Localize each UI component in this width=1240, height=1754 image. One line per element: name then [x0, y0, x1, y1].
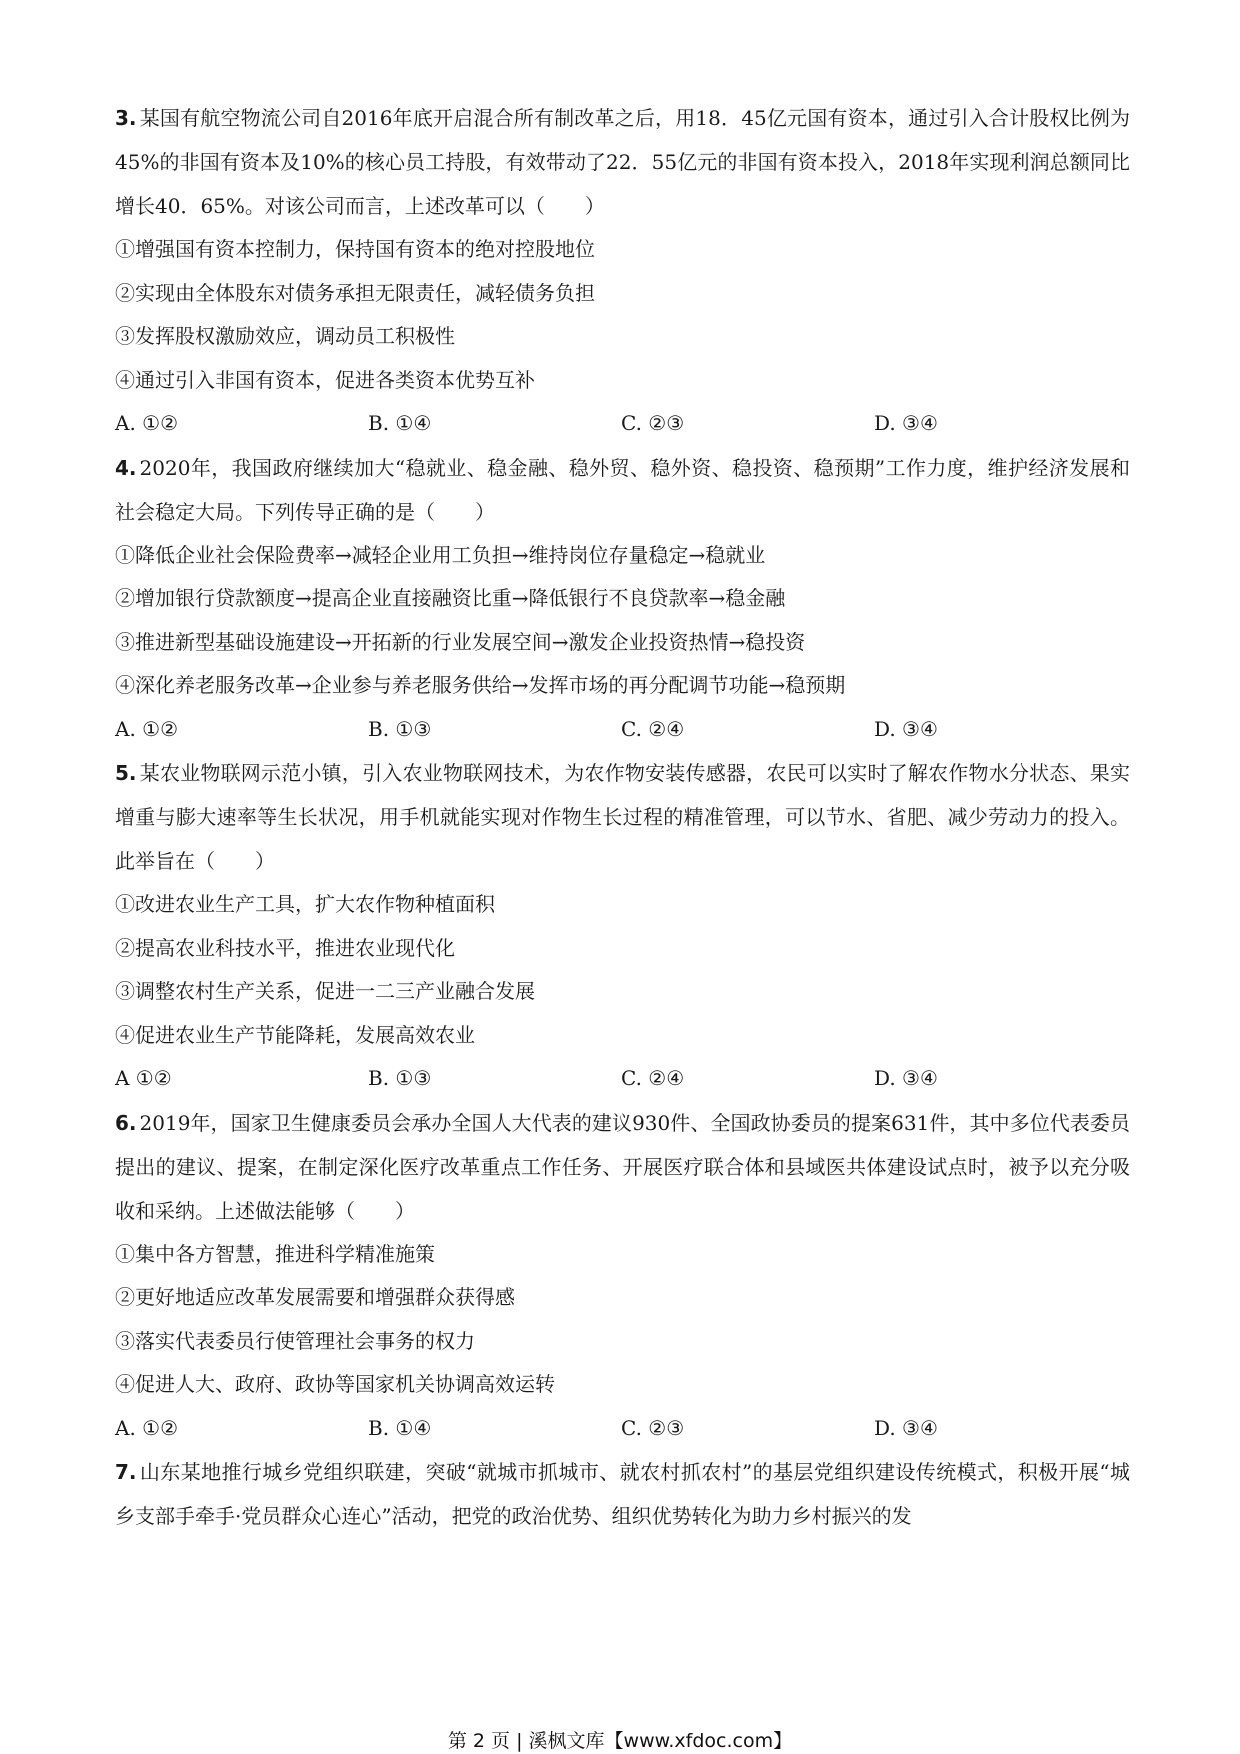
question-number: 5.	[115, 761, 137, 785]
choice-a: A ①②	[115, 1066, 172, 1090]
statement-1: ①降低企业社会保险费率→减轻企业用工负担→维持岗位存量稳定→稳就业	[115, 542, 766, 567]
choice-c: C. ②④	[621, 716, 685, 741]
question-3	[115, 96, 1130, 446]
statement-3: ③落实代表委员行使管理社会事务的权力	[115, 1328, 475, 1353]
choice-b: B. ①③	[368, 1066, 432, 1090]
choice-b: B. ①③	[368, 716, 432, 741]
choice-d: D. ③④	[874, 1066, 938, 1090]
answer-choices	[115, 708, 1130, 752]
statement-3: ③发挥股权激励效应，调动员工积极性	[115, 324, 455, 348]
question-5	[115, 751, 1130, 1101]
question-stem: 某国有航空物流公司自2016年底开启混合所有制改革之后，用18．45亿元国有资本，通过引入合计股权比例为45%的非国有资本及10%的核心员工持股，有效带动了22．55亿元的非国有资本投入，2018年实现利润总额同比增长40．65%。对该公司而言，上述改革可以（ ）	[115, 106, 1130, 218]
question-number: 6.	[115, 1110, 137, 1135]
statement-2: ②更好地适应改革发展需要和增强群众获得感	[115, 1285, 515, 1309]
statement-1: ①增强国有资本控制力，保持国有资本的绝对控股地位	[115, 237, 595, 261]
question-number: 3.	[115, 106, 137, 130]
question-number: 4.	[115, 455, 137, 480]
statement-4: ④通过引入非国有资本，促进各类资本优势互补	[115, 367, 535, 392]
statement-2: ②增加银行贷款额度→提高企业直接融资比重→降低银行不良贷款率→稳金融	[115, 586, 786, 610]
questions-container	[115, 96, 1130, 1538]
choice-d: D. ③④	[874, 1415, 938, 1440]
statement-4: ④促进农业生产节能降耗，发展高效农业	[115, 1022, 475, 1047]
statement-2: ②实现由全体股东对债务承担无限责任，减轻债务负担	[115, 280, 595, 305]
choice-c: C. ②③	[621, 411, 685, 435]
choice-a: A. ①②	[115, 1415, 179, 1440]
page-footer: 第 2 页 | 溪枫文库【www.xfdoc.com】	[447, 1730, 793, 1752]
statement-4: ④促进人大、政府、政协等国家机关协调高效运转	[115, 1372, 555, 1396]
question-stem: 某农业物联网示范小镇，引入农业物联网技术，为农作物安装传感器，农民可以实时了解农作物水分状态、果实增重与膨大速率等生长状况，用手机就能实现对作物生长过程的精准管理，可以节水、省肥、减少劳动力的投入。此举旨在（ ）	[115, 761, 1130, 873]
statement-2: ②提高农业科技水平，推进农业现代化	[115, 935, 455, 960]
statement-3: ③推进新型基础设施建设→开拓新的行业发展空间→激发企业投资热情→稳投资	[115, 629, 806, 654]
answer-choices	[115, 1407, 1130, 1451]
question-number: 7.	[115, 1460, 137, 1484]
choice-b: B. ①④	[368, 1415, 432, 1440]
choice-b: B. ①④	[368, 411, 432, 435]
choice-c: C. ②④	[621, 1066, 685, 1090]
choice-d: D. ③④	[874, 411, 938, 435]
statement-1: ①改进农业生产工具，扩大农作物种植面积	[115, 892, 495, 916]
choice-a: A. ①②	[115, 716, 179, 741]
question-4	[115, 446, 1130, 752]
question-7	[115, 1450, 1130, 1538]
statement-1: ①集中各方智慧，推进科学精准施策	[115, 1241, 435, 1266]
answer-choices	[115, 402, 1130, 446]
question-stem: 2020年，我国政府继续加大“稳就业、稳金融、稳外贸、稳外资、稳投资、稳预期”工作力度，维护经济发展和社会稳定大局。下列传导正确的是（ ）	[115, 455, 1130, 524]
statement-4: ④深化养老服务改革→企业参与养老服务供给→发挥市场的再分配调节功能→稳预期	[115, 673, 846, 697]
choice-c: C. ②③	[621, 1415, 685, 1440]
choice-d: D. ③④	[874, 716, 938, 741]
answer-choices	[115, 1057, 1130, 1101]
statement-3: ③调整农村生产关系，促进一二三产业融合发展	[115, 979, 535, 1003]
question-stem: 2019年，国家卫生健康委员会承办全国人大代表的建议930件、全国政协委员的提案631件，其中多位代表委员提出的建议、提案，在制定深化医疗改革重点工作任务、开展医疗联合体和县域医共体建设试点时，被予以充分吸收和采纳。上述做法能够（ ）	[115, 1110, 1130, 1223]
question-stem: 山东某地推行城乡党组织联建，突破“就城市抓城市、就农村抓农村”的基层党组织建设传统模式，积极开展“城乡支部手牵手·党员群众心连心”活动，把党的政治优势、组织优势转化为助力乡村振兴的发	[115, 1460, 1130, 1528]
question-6	[115, 1101, 1130, 1451]
choice-a: A. ①②	[115, 411, 179, 435]
